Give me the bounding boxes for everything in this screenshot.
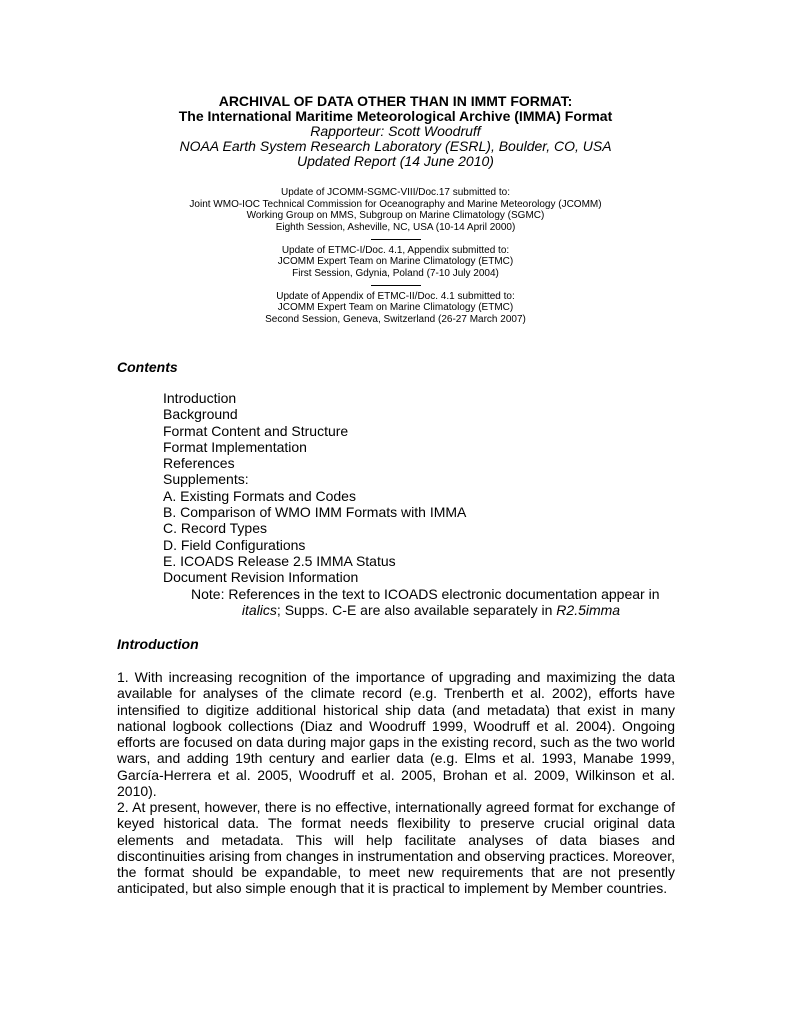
- contents-note: [163, 586, 699, 619]
- introduction-paragraph-2: 2. At present, however, there is no effective, internationally agreed format for exchange of keyed historical data. The format needs flexibility to preserve crucial original data elements and metadata. This will help facilitate analyses of data biases and discontinuities arising from changes in instrumentation and observing practices. Moreover, the format should be expandable, to meet new requirements that are not presently anticipated, but also simple enough that it is practical to implement by Member countries.: [117, 799, 675, 897]
- note-line1: Note: References in the text to ICOADS electronic documentation appear in: [191, 586, 660, 602]
- update-block-sgmc: [0, 187, 791, 233]
- document-subtitle: The International Maritime Meteorological Archive (IMMA) Format: [178, 108, 613, 124]
- introduction-heading: Introduction: [117, 636, 199, 652]
- toc-item-references: References: [163, 455, 235, 472]
- toc-item-revision-info: Document Revision Information: [163, 569, 359, 586]
- toc-item-introduction: Introduction: [163, 390, 237, 406]
- update-line: JCOMM Expert Team on Marine Climatology (ETMC): [277, 302, 514, 313]
- toc-item-format-content: Format Content and Structure: [163, 422, 349, 439]
- note-italics-word: italics: [241, 602, 277, 619]
- update-line: Update of Appendix of ETMC-II/Doc. 4.1 submitted to:: [276, 290, 515, 302]
- update-block-etmc-ii: [0, 291, 791, 326]
- update-line: Second Session, Geneva, Switzerland (26-27 March 2007): [265, 313, 526, 325]
- introduction-paragraph-1: 1. With increasing recognition of the importance of upgrading and maximizing the data available for analyses of the climate record (e.g. Trenberth et al. 2002), efforts have intensified to digitize additional historical ship data (and metadata) that exist in many national logbook collections (Diaz and Woodruff 1999, Woodruff et al. 2004). Ongoing efforts are focused on data during major gaps in the existing record, such as the two world wars, and adding 19th century and earlier data (e.g. Elms et al. 1993, Manabe 1999, García-Herrera et al. 2005, Woodruff et al. 2005, Brohan et al. 2009, Wilkinson et al. 2010).: [117, 669, 675, 800]
- update-line: First Session, Gdynia, Poland (7-10 July 2004): [292, 267, 499, 279]
- update-line: Eighth Session, Asheville, NC, USA (10-14 April 2000): [275, 221, 516, 233]
- toc-item-supp-e: E. ICOADS Release 2.5 IMMA Status: [163, 552, 396, 569]
- toc-item-background: Background: [163, 406, 238, 423]
- document-header: [0, 94, 791, 169]
- report-date: Updated Report (14 June 2010): [297, 153, 494, 169]
- separator-rule: [371, 239, 421, 240]
- update-line: JCOMM Expert Team on Marine Climatology (ETMC): [277, 256, 514, 267]
- update-line: Update of ETMC-I/Doc. 4.1, Appendix submitted to:: [281, 244, 510, 256]
- toc-item-format-implementation: Format Implementation: [163, 438, 307, 455]
- update-block-etmc-i: [0, 245, 791, 280]
- table-of-contents: [163, 390, 466, 586]
- update-history: [0, 187, 791, 325]
- separator-rule: [371, 285, 421, 286]
- toc-item-supp-b: B. Comparison of WMO IMM Formats with IMMA: [163, 504, 467, 521]
- toc-item-supp-d: D. Field Configurations: [163, 536, 306, 553]
- note-line2: [163, 602, 699, 618]
- toc-item-supplements: Supplements:: [163, 471, 249, 488]
- update-line: Joint WMO-IOC Technical Commission for Oceanography and Marine Meteorology (JCOMM): [189, 198, 602, 210]
- note-r25imma: R2.5imma: [556, 602, 621, 619]
- document-title: ARCHIVAL OF DATA OTHER THAN IN IMMT FORMAT:: [218, 93, 573, 109]
- update-line: Update of JCOMM-SGMC-VIII/Doc.17 submitted to:: [281, 187, 510, 198]
- rapporteur: Rapporteur: Scott Woodruff: [310, 123, 481, 139]
- update-line: Working Group on MMS, Subgroup on Marine Climatology (SGMC): [246, 210, 545, 221]
- toc-item-supp-c: C. Record Types: [163, 520, 268, 537]
- contents-heading: Contents: [117, 359, 178, 375]
- affiliation: NOAA Earth System Research Laboratory (ESRL), Boulder, CO, USA: [179, 138, 612, 154]
- note-middle-text: ; Supps. C-E are also available separately in: [276, 602, 557, 619]
- toc-item-supp-a: A. Existing Formats and Codes: [163, 487, 356, 504]
